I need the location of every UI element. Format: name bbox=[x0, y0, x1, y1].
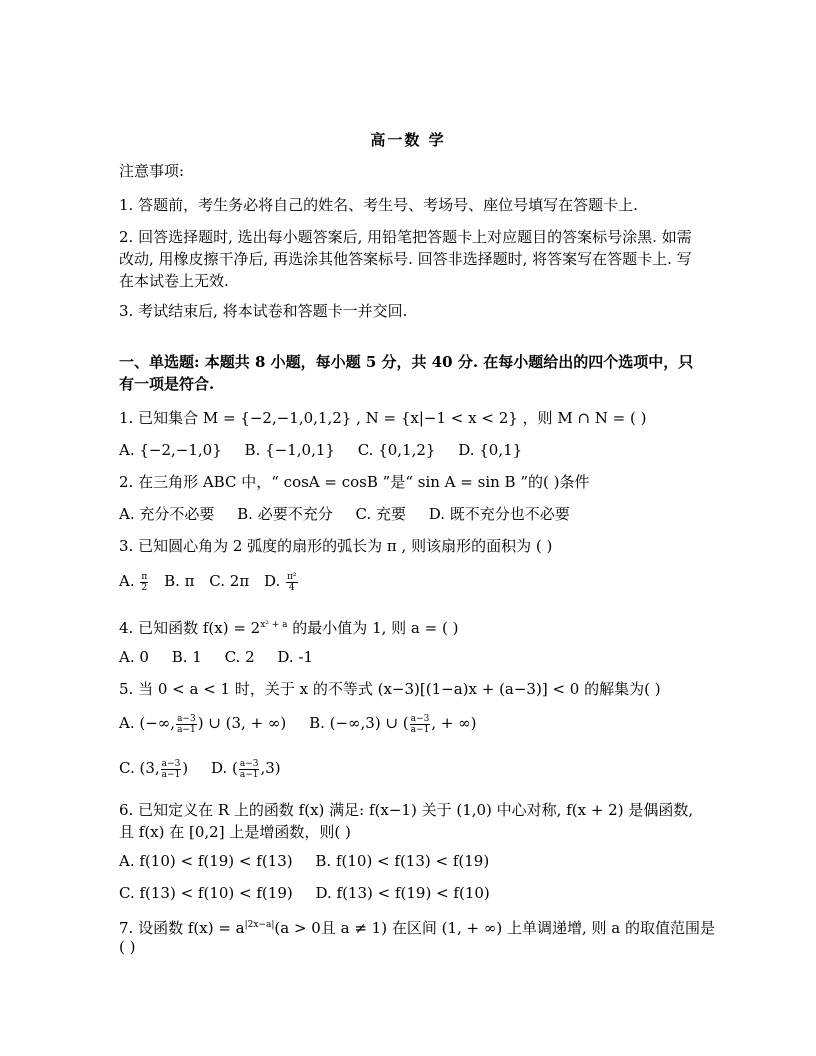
q5-options-cd bbox=[119, 757, 704, 780]
q6-options-ab bbox=[119, 850, 704, 872]
q4-option-d: D. -1 bbox=[277, 648, 314, 666]
q1-option-a: A. {−2,−1,0} bbox=[119, 441, 222, 459]
q5-option-d: D. ( $\frac{a-3}{a-1}$ ,3) bbox=[210, 758, 281, 780]
notice-heading: 注意事项: bbox=[119, 162, 185, 180]
q2-stem: 2. 在三角形 ABC 中，“ cosA = cosB ”是“ sin A = sin B ”的( )条件 bbox=[119, 473, 590, 491]
q6-option-b: B. f(10) < f(13) < f(19) bbox=[315, 852, 490, 870]
notice-1: 1. 答题前，考生务必将自己的姓名、考生号、考场号、座位号填写在答题卡上. bbox=[119, 196, 638, 214]
q6-option-d: D. f(13) < f(19) < f(10) bbox=[315, 884, 490, 902]
q4-option-a: A. 0 bbox=[119, 648, 149, 666]
page-title: 高一数 学 bbox=[370, 131, 446, 149]
q3-option-a: A. $\frac{\pi}{2}$ bbox=[119, 571, 148, 593]
q2-option-c: C. 充要 bbox=[355, 505, 406, 523]
q5-option-c: C. (3, $\frac{a-3}{a-1}$ ) bbox=[119, 758, 189, 780]
q3-option-d: D. $\frac{\text{π²}}{4}$ bbox=[263, 571, 297, 593]
q6-options-cd bbox=[119, 882, 704, 904]
q3-option-c: C. 2π bbox=[209, 572, 250, 590]
section-heading: 一、单选题: 本题共 8 小题，每小题 5 分，共 40 分. 在每小题给出的四个选项中，只有一项是符合. bbox=[119, 353, 694, 393]
q2-option-a: A. 充分不必要 bbox=[119, 505, 215, 523]
q3-stem: 3. 已知圆心角为 2 弧度的扇形的弧长为 π , 则该扇形的面积为 ( ) bbox=[119, 537, 553, 555]
q6-option-a: A. f(10) < f(19) < f(13) bbox=[119, 852, 293, 870]
q6-stem: 6. 已知定义在 R 上的函数 f(x) 满足: f(x−1) 关于 (1,0) 中心对称, f(x + 2) 是偶函数, 且 f(x) 在 [0,2] 上是增函数，则( ) bbox=[119, 801, 694, 841]
q5-options-ab bbox=[119, 712, 704, 735]
q1-options bbox=[119, 439, 704, 461]
q4-option-b: B. 1 bbox=[171, 648, 202, 666]
q4-options bbox=[119, 646, 704, 668]
q1-stem: 1. 已知集合 M = {−2,−1,0,1,2} , N = {x|−1 < x < 2} ，则 M ∩ N = ( ) bbox=[119, 409, 647, 427]
q1-option-d: D. {0,1} bbox=[458, 441, 523, 459]
q7-stem-line2: ( ) bbox=[119, 938, 136, 956]
q5-option-b: B. (−∞,3) ∪ ( $\frac{a-3}{a-1}$ , + ∞) bbox=[309, 713, 477, 735]
q3-options bbox=[119, 570, 704, 593]
q3-a-fraction: $\frac{\pi}{2}$ bbox=[141, 571, 148, 593]
q3-option-b: B. π bbox=[164, 572, 195, 590]
notice-3: 3. 考试结束后, 将本试卷和答题卡一并交回. bbox=[119, 302, 408, 320]
q5-stem: 5. 当 0 < a < 1 时，关于 x 的不等式 (x−3)[(1−a)x + (a−3)] < 0 的解集为( ) bbox=[119, 680, 661, 698]
q2-option-d: D. 既不充分也不必要 bbox=[428, 505, 570, 523]
q1-option-b: B. {−1,0,1} bbox=[244, 441, 335, 459]
notice-2: 2. 回答选择题时, 选出每小题答案后, 用铅笔把答题卡上对应题目的答案标号涂黑. 如需改动, 用橡皮擦干净后, 再选涂其他答案标号. 回答非选择题时, 将答案写在答题卡上. 写在本试卷上无效. bbox=[119, 228, 692, 290]
q6-option-c: C. f(13) < f(10) < f(19) bbox=[119, 884, 293, 902]
q2-options bbox=[119, 503, 704, 525]
q5-option-a: A. (−∞, $\frac{a-3}{a-1}$ ) ∪ (3, + ∞) bbox=[119, 713, 287, 735]
q7-stem: 7. 设函数 $f(x) = a^{|2x-a|}(a > 0$且 a ≠ 1) 在区间 (1, + ∞) 上单调递增, 则 a 的取值范围是 bbox=[119, 919, 715, 937]
q3-d-fraction: $\frac{\text{π²}}{4}$ bbox=[287, 571, 297, 593]
q4-option-c: C. 2 bbox=[224, 648, 255, 666]
q1-option-c: C. {0,1,2} bbox=[357, 441, 436, 459]
q2-option-b: B. 必要不充分 bbox=[237, 505, 333, 523]
q4-stem: 4. 已知函数 $f(x) = 2^{x^2 + a}$ 的最小值为 1, 则 a = ( ) bbox=[119, 619, 459, 637]
